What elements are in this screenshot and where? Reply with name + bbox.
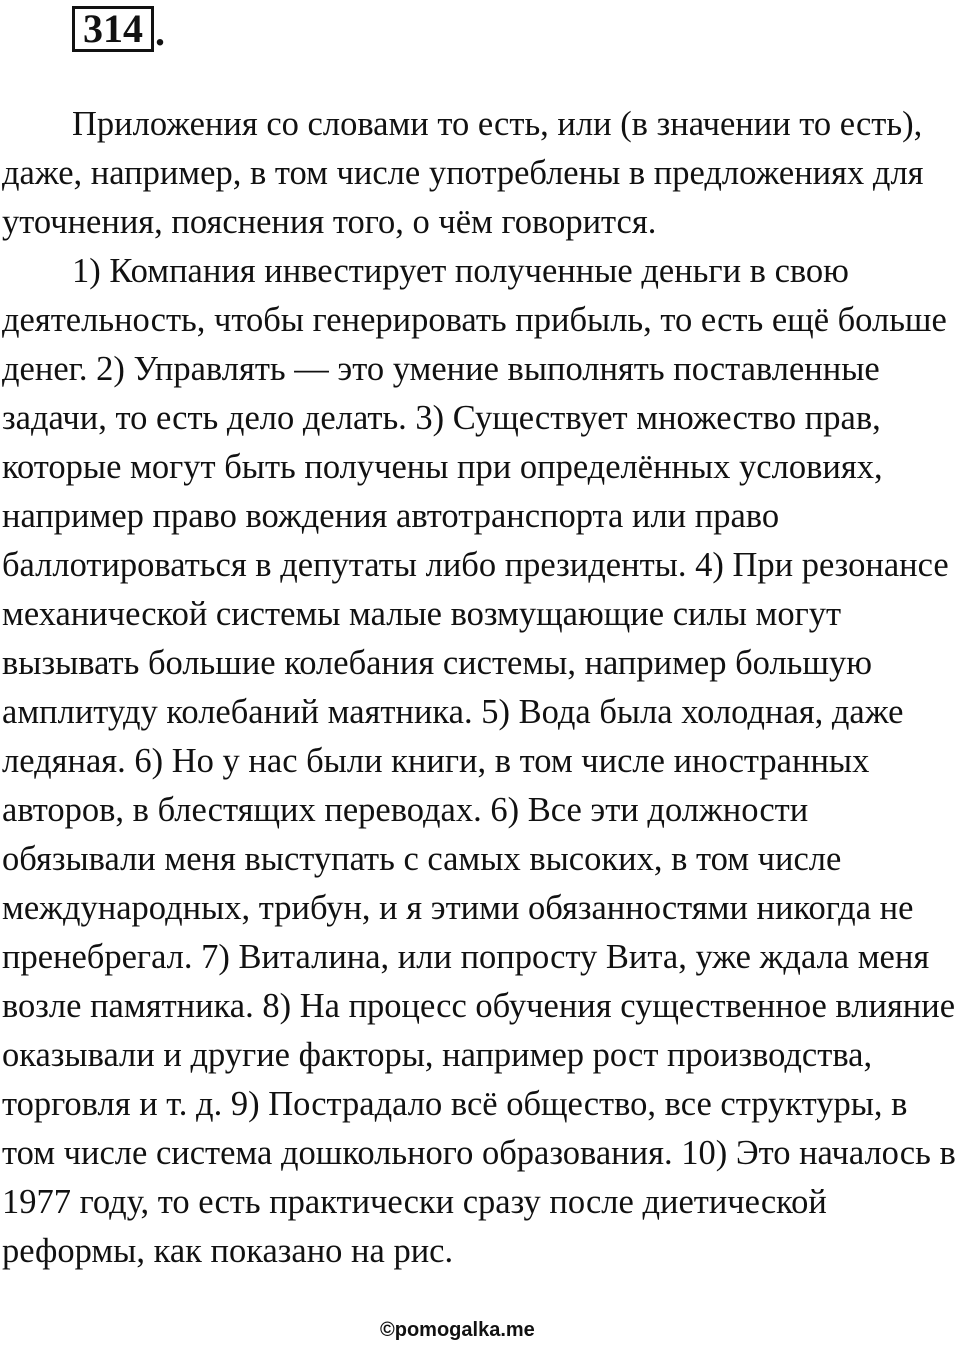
task-number-dot: .: [155, 9, 165, 54]
task-number: 314: [72, 6, 154, 52]
answer-paragraph-examples: 1) Компания инвестирует полученные деньги в свою деятельность, чтобы генерировать прибыль, то есть ещё больше денег. 2) Управлять — это умение выполнять поставленные задачи, то есть дело делать. 3) Существует множество прав, которые могут быть получены при определённых условиях, например право вождения автотранспорта или право баллотироваться в депутаты либо президенты. 4) При резонансе механической системы малые возмущающие силы могут вызывать большие колебания системы, например большую амплитуду колебаний маятника. 5) Вода была холодная, даже ледяная. 6) Но у нас были книги, в том числе иностранных авторов, в блестящих переводах. 6) Все эти должности обязывали меня выступать с самых высоких, в том числе международных, трибун, и я этими обязанностями никогда не пренебрегал. 7) Виталина, или попросту Вита, уже ждала меня возле памятника. 8) На процесс обучения существенное влияние оказывали и другие факторы, например рост производства, торговля и т. д. 9) Пострадало всё общество, все структуры, в том числе система дошкольного образования. 10) Это началось в 1977 году, то есть практически сразу после диетической реформы, как показано на рис.: [2, 252, 956, 1270]
exercise-text: [2, 100, 960, 1276]
watermark: ©pomogalka.me: [380, 1319, 535, 1341]
answer-paragraph-explanation: Приложения со словами то есть, или (в значении то есть), даже, например, в том числе употреблены в предложениях для уточнения, пояснения того, о чём говорится.: [2, 105, 924, 241]
task-header: [72, 6, 165, 52]
